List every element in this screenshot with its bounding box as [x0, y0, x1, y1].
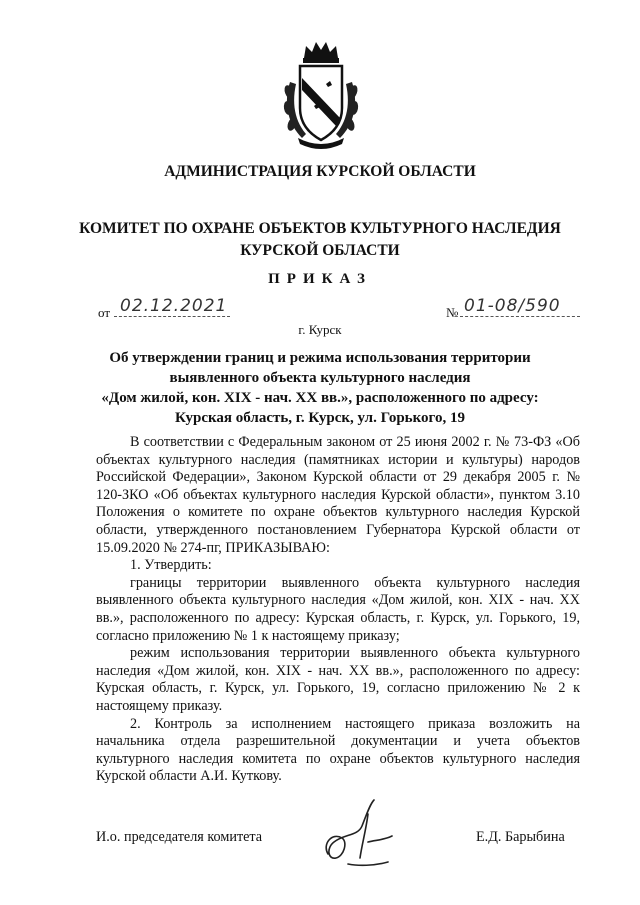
- committee-title: [0, 218, 640, 262]
- committee-title-line2: КУРСКОЙ ОБЛАСТИ: [240, 242, 400, 259]
- signatory-title: И.о. председателя комитета: [96, 829, 263, 845]
- subject-line3: «Дом жилой, кон. XIX - нач. XX вв.», расположенного по адресу:: [101, 390, 539, 406]
- document-subject: [90, 348, 550, 428]
- city: г. Курск: [298, 322, 342, 337]
- document-body: [96, 434, 580, 786]
- item-1-boundaries: границы территории выявленного объекта культурного наследия выявленного объекта культурного наследия «Дом жилой, кон. XIX - нач. XX вв.», расположенного по адресу: Курская область, г. Курск, ул. Горького, 19, согласно приложению № 1 к настоящему приказу;: [96, 574, 580, 644]
- committee-title-line1: КОМИТЕТ ПО ОХРАНЕ ОБЪЕКТОВ КУЛЬТУРНОГО НАСЛЕДИЯ: [79, 220, 561, 237]
- preamble-paragraph: В соответствии с Федеральным законом от 25 июня 2002 г. № 73-ФЗ «Об объектах культурного наследия (памятниках истории и культуры) народов Российской Федерации», Законом Курской области от 29 декабря 2005 г. № 120-ЗКО «Об объектах культурного наследия Курской области», пунктом 3.10 Положения о комитете по охране объектов культурного наследия Курской области, утвержденного постановлением Губернатора Курской области от 15.09.2020 № 274-пг, ПРИКАЗЫВАЮ:: [96, 434, 580, 556]
- document-number: 01-08/590: [460, 296, 580, 317]
- document-date: 02.12.2021: [114, 296, 230, 317]
- handwritten-signature: [318, 796, 396, 870]
- subject-line1: Об утверждении границ и режима использования территории: [109, 350, 531, 366]
- subject-line2: выявленного объекта культурного наследия: [169, 370, 471, 386]
- document-type: ПРИКАЗ: [268, 271, 372, 287]
- number-label: №: [446, 305, 459, 320]
- subject-line4: Курская область, г. Курск, ул. Горького, 19: [175, 410, 465, 426]
- date-label: от: [98, 305, 111, 320]
- coat-of-arms-emblem: [276, 38, 366, 150]
- item-2: 2. Контроль за исполнением настоящего приказа возложить на начальника отдела разрешительной документации и учета объектов культурного наследия комитета по охране объектов культурного наследия Курской области А.И. Куткову.: [96, 715, 580, 785]
- administration-title: АДМИНИСТРАЦИЯ КУРСКОЙ ОБЛАСТИ: [164, 163, 476, 180]
- item-1-regime: режим использования территории выявленного объекта культурного наследия «Дом жилой, кон. XIX - нач. XX вв.», расположенного по адресу: Курская область, г. Курск, ул. Горького, 19, согласно приложению № 2 к настоящему приказу.: [96, 645, 580, 714]
- signatory-name: Е.Д. Барыбина: [476, 829, 565, 845]
- item-1: 1. Утвердить:: [130, 557, 212, 574]
